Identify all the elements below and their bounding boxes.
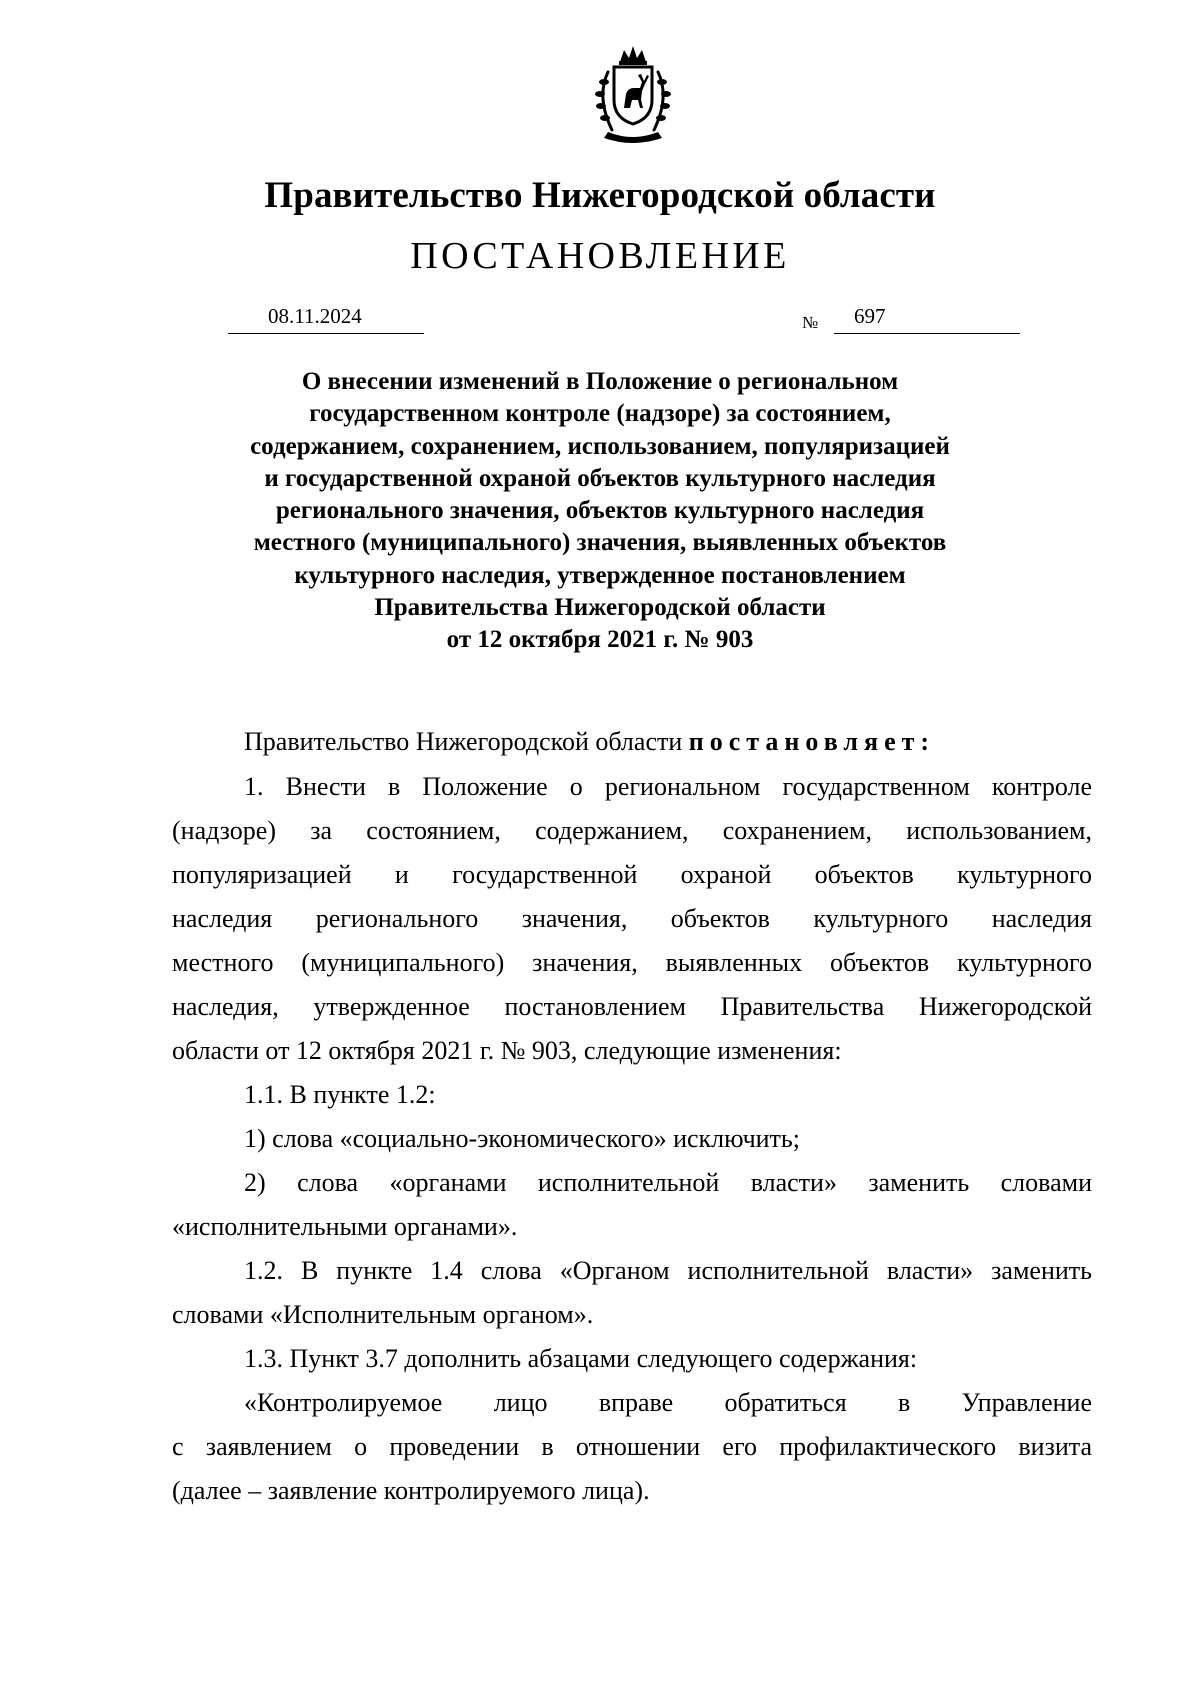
number-underline — [834, 333, 1020, 334]
body-line: 2) слова «органами исполнительной власти» заменить словами — [244, 1168, 1092, 1197]
body-line: области от 12 октября 2021 г. № 903, следующие изменения: — [172, 1036, 842, 1065]
document-title — [200, 366, 1000, 657]
body-line: 1) слова «социально-экономического» исключить; — [244, 1124, 801, 1153]
preamble-text: Правительство Нижегородской области — [244, 727, 683, 756]
title-line: культурного наследия, утвержденное постановлением — [294, 561, 906, 589]
title-line: от 12 октября 2021 г. № 903 — [446, 626, 754, 654]
body-line: 1.3. Пункт 3.7 дополнить абзацами следующего содержания: — [244, 1344, 918, 1373]
body-line: словами «Исполнительным органом». — [172, 1300, 594, 1329]
title-line: О внесении изменений в Положение о региональном — [301, 368, 899, 395]
number-sign: № — [802, 313, 819, 332]
body-line: 1.2. В пункте 1.4 слова «Органом исполнительной власти» заменить — [244, 1256, 1092, 1285]
title-line: содержанием, сохранением, использованием, популяризацией — [250, 432, 950, 460]
body-line: (далее – заявление контролируемого лица). — [172, 1476, 650, 1505]
body-line: «Контролируемое лицо вправе обратиться в Управление — [244, 1388, 1092, 1417]
body-line: наследия, утвержденное постановлением Правительства Нижегородской — [172, 992, 1092, 1021]
body-line: местного (муниципального) значения, выявленных объектов культурного — [172, 948, 1092, 977]
document-number: 697 — [854, 304, 886, 328]
organization-heading: Правительство Нижегородской области — [264, 175, 936, 216]
body-line: (надзоре) за состоянием, содержанием, сохранением, использованием, — [172, 816, 1092, 845]
title-line: Правительства Нижегородской области — [374, 594, 826, 622]
body-line: 1.1. В пункте 1.2: — [244, 1080, 436, 1109]
document-type-heading: ПОСТАНОВЛЕНИЕ — [410, 235, 790, 277]
title-line: регионального значения, объектов культурного наследия — [275, 497, 925, 525]
document-date-field — [228, 304, 424, 334]
document-number-field — [834, 304, 1020, 334]
body-line: «исполнительными органами». — [172, 1212, 518, 1241]
body-line: популяризацией и государственной охраной объектов культурного — [172, 860, 1092, 889]
coat-of-arms-icon — [578, 42, 688, 152]
body-line: с заявлением о проведении в отношении его профилактического визита — [172, 1432, 1092, 1461]
title-line: и государственной охраной объектов культурного наследия — [264, 464, 936, 492]
document-date: 08.11.2024 — [268, 304, 362, 328]
preamble — [244, 727, 1092, 757]
preamble-emphasis: постановляет: — [688, 727, 936, 756]
title-line: местного (муниципального) значения, выявленных объектов — [253, 529, 947, 557]
date-underline — [228, 333, 424, 334]
body-line: 1. Внести в Положение о региональном государственном контроле — [244, 772, 1092, 801]
body-line: наследия регионального значения, объектов культурного наследия — [172, 904, 1092, 933]
title-line: государственном контроле (надзоре) за состоянием, — [309, 400, 891, 428]
